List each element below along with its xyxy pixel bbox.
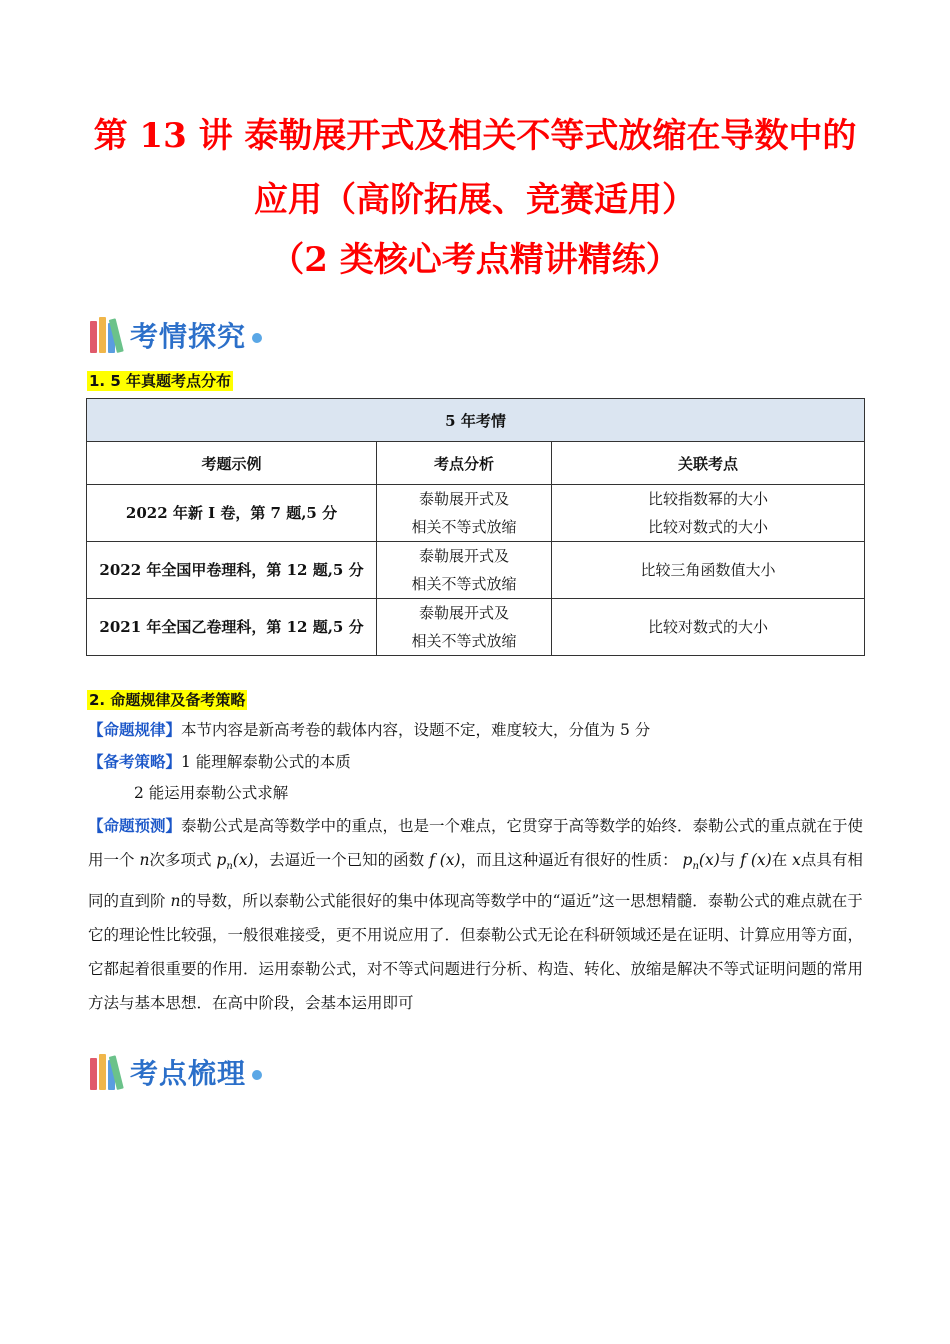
page-title-line-3: （2 类核心考点精讲精练）: [270, 240, 680, 280]
table-row: [87, 599, 865, 656]
cell-example: 2021 年全国乙卷理科，第 12 题,5 分: [87, 599, 377, 656]
strategy-block: [88, 714, 868, 1020]
table-row: [87, 542, 865, 599]
cell-analysis: 泰勒展开式及 相关不等式放缩: [377, 485, 552, 542]
page-title-line-2: 应用（高阶拓展、竞赛适用）: [254, 180, 696, 220]
subheading-5year: 1. 5 年真题考点分布: [89, 372, 232, 390]
books-icon: [90, 317, 124, 353]
strategy-line-2: 2 能运用泰勒公式求解: [134, 784, 289, 802]
prediction-paragraph: 【命题预测】泰勒公式是高等数学中的重点，也是一个难点，它贯穿于高等数学的始终．泰勒公式的重点就在于使用一个 n次多项式 $p_n(x)$，去逼近一个已知的函数 f (x)，而且这种逼近有很好的性质： $p_n(x)$与 f (x)在 x点具有相同的直到阶 n的导数，所以泰勒公式能很好的集中体现高等数学中的“逼近”这一思想精髓．泰勒公式的难点就在于它的理论性比较强，一般很难接受，更不用说应用了．但泰勒公式无论在科研领域还是在证明、计算应用等方面，它都起着很重要的作用．运用泰勒公式，对不等式问题进行分析、构造、转化、放缩是解决不等式证明问题的常用方法与基本思想．在高中阶段，会基本运用即可: [88, 816, 864, 1013]
cell-analysis: 泰勒展开式及 相关不等式放缩: [377, 599, 552, 656]
books-icon: [90, 1054, 124, 1090]
section-title: 考情探究: [130, 320, 247, 353]
dot-icon: [252, 1070, 262, 1080]
cell-analysis: 泰勒展开式及 相关不等式放缩: [377, 542, 552, 599]
table-caption: 5 年考情: [87, 399, 865, 442]
column-header: 考点分析: [377, 442, 552, 485]
cell-related: 比较三角函数值大小: [552, 542, 865, 599]
dot-icon: [252, 333, 262, 343]
column-header: 考题示例: [87, 442, 377, 485]
cell-related: 比较指数幂的大小 比较对数式的大小: [552, 485, 865, 542]
cell-example: 2022 年新 I 卷，第 7 题,5 分: [87, 485, 377, 542]
exam-table: [86, 398, 865, 656]
strategy-line-1: 【备考策略】1 能理解泰勒公式的本质: [88, 752, 351, 771]
page-title-line-1: 第 13 讲 泰勒展开式及相关不等式放缩在导数中的: [93, 116, 857, 156]
section-header-exam-analysis: [90, 315, 262, 355]
column-header: 关联考点: [552, 442, 865, 485]
section-header-points: [90, 1052, 262, 1092]
table-row: [87, 485, 865, 542]
cell-example: 2022 年全国甲卷理科，第 12 题,5 分: [87, 542, 377, 599]
section-title: 考点梳理: [130, 1057, 247, 1090]
cell-related: 比较对数式的大小: [552, 599, 865, 656]
subheading-strategy: 2. 命题规律及备考策略: [89, 691, 246, 709]
rule-line: 【命题规律】本节内容是新高考卷的载体内容，设题不定，难度较大，分值为 5 分: [88, 720, 651, 739]
